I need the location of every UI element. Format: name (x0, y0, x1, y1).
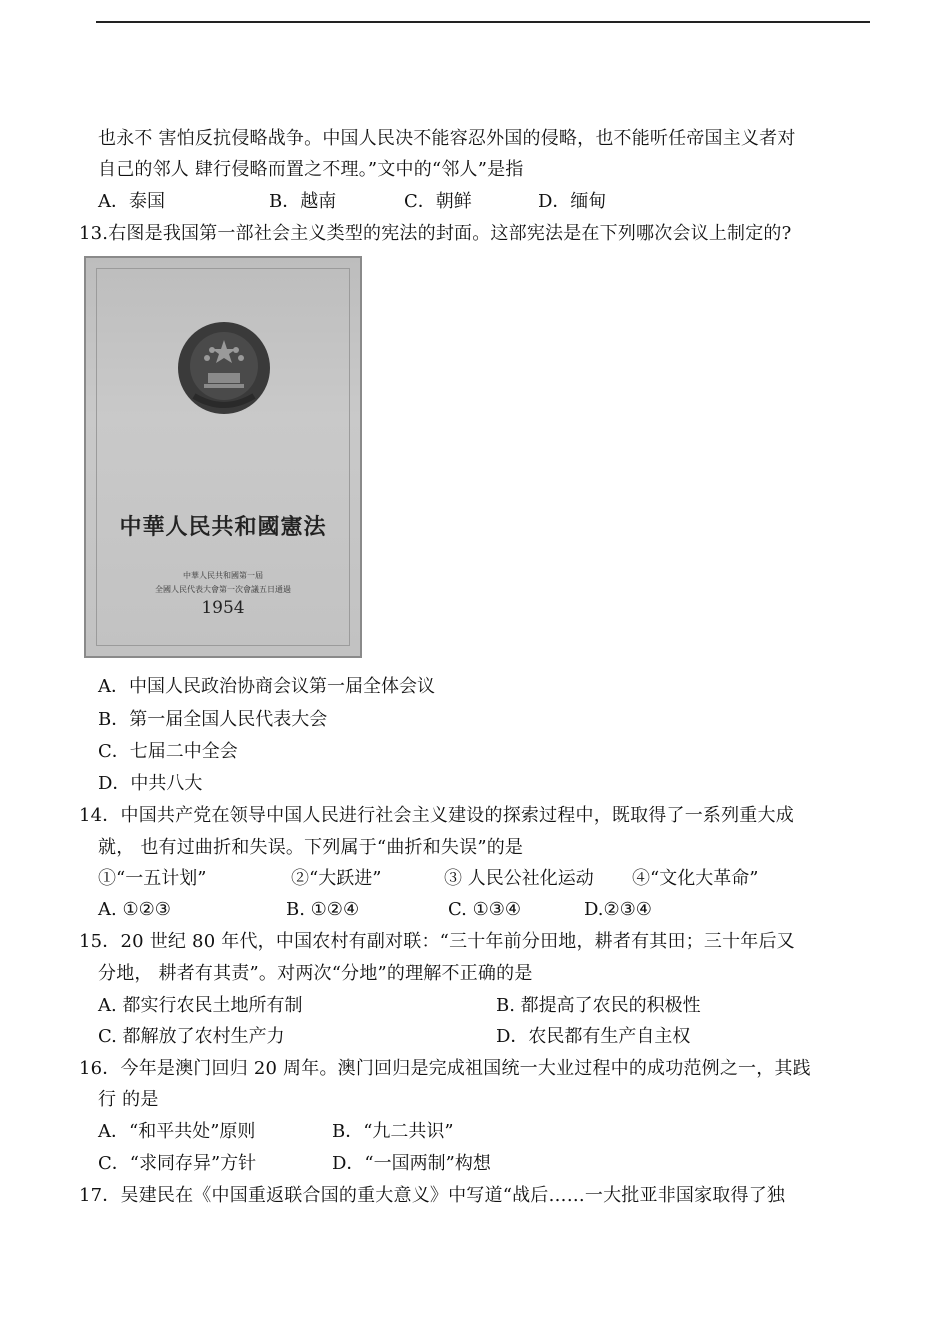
q12-line1: 也永不 害怕反抗侵略战争。中国人民决不能容忍外国的侵略，也不能听任帝国主义者对 (98, 128, 796, 149)
q13-option-c: C．七届二中全会 (98, 741, 238, 762)
q16-line1: 16．今年是澳门回归 20 周年。澳门回归是完成祖国统一大业过程中的成功范例之一，其践 (79, 1058, 811, 1079)
q13-option-b: B．第一届全国人民代表大会 (98, 709, 328, 730)
q15-option-c: C. 都解放了农村生产力 (98, 1026, 285, 1047)
q15-option-d: D．农民都有生产自主权 (496, 1026, 691, 1047)
q16-option-d: D．“一国两制”构想 (332, 1153, 491, 1174)
q12-option-a: A．泰国 (98, 191, 165, 212)
q17-line1: 17．吴建民在《中国重返联合国的重大意义》中写道“战后……一大批亚非国家取得了独 (79, 1185, 786, 1206)
q14-line1: 14．中国共产党在领导中国人民进行社会主义建设的探索过程中，既取得了一系列重大成 (79, 805, 794, 826)
q15-line1: 15．20 世纪 80 年代，中国农村有副对联：“三十年前分田地，耕者有其田；三十年后又 (79, 931, 795, 952)
q14-option-d: D.②③④ (584, 899, 652, 920)
q16-option-c: C．“求同存异”方针 (98, 1153, 257, 1174)
cover-title: 中華人民共和國憲法 (119, 515, 327, 540)
q12-option-d: D．缅甸 (538, 191, 607, 212)
q16-option-a: A．“和平共处”原则 (98, 1121, 256, 1142)
q16-line2: 行 的是 (98, 1089, 159, 1110)
cover-subtitle-2: 全國人民代表大會第一次會議五日通過 (155, 585, 291, 594)
q13-stem: 13.右图是我国第一部社会主义类型的宪法的封面。这部宪法是在下列哪次会议上制定的? (79, 223, 792, 244)
cover-subtitle-1: 中華人民共和國第一屆 (183, 571, 263, 580)
constitution-cover-image (84, 256, 362, 658)
national-emblem-icon (174, 318, 274, 418)
q14-item-2: ②“大跃进” (291, 868, 382, 889)
q15-option-b: B. 都提高了农民的积极性 (496, 995, 701, 1016)
q14-option-b: B. ①②④ (286, 899, 360, 920)
q14-option-a: A. ①②③ (98, 899, 171, 920)
q13-option-a: A．中国人民政治协商会议第一届全体会议 (98, 676, 435, 697)
q14-item-4: ④“文化大革命” (632, 868, 759, 889)
q14-item-3: ③ 人民公社化运动 (444, 868, 594, 889)
header-rule (96, 21, 870, 23)
q12-line2: 自己的邻人 肆行侵略而置之不理。”文中的“邻人”是指 (98, 159, 524, 180)
q16-option-b: B．“九二共识” (332, 1121, 454, 1142)
q15-option-a: A. 都实行农民土地所有制 (98, 995, 303, 1016)
q12-option-b: B．越南 (269, 191, 337, 212)
q14-item-1: ①“一五计划” (98, 868, 207, 889)
q15-line2: 分地， 耕者有其责”。对两次“分地”的理解不正确的是 (98, 963, 533, 984)
cover-year: 1954 (201, 598, 245, 618)
q13-option-d: D．中共八大 (98, 773, 203, 794)
q14-option-c: C. ①③④ (448, 899, 521, 920)
q12-option-c: C．朝鲜 (404, 191, 472, 212)
q14-line2: 就， 也有过曲折和失误。下列属于“曲折和失误”的是 (98, 837, 524, 858)
